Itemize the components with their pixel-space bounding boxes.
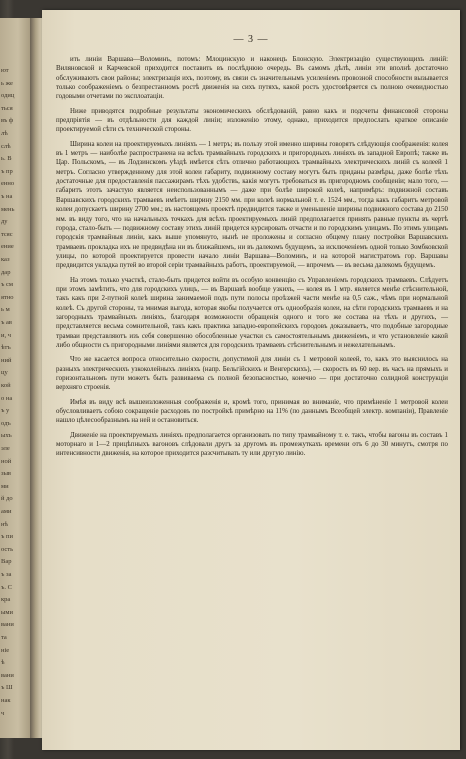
previous-page-fragment: ами (1, 508, 12, 515)
previous-page-fragment: кой (1, 382, 11, 389)
previous-page-fragment: ыхъ (1, 432, 12, 440)
paragraph: Ширина колеи на проектируемыхъ линіяхъ — 1 метръ; въ пользу этой именно ширины говорятъ слѣдующія соображенія: колея въ 1 метръ — наиболѣе распространена на всѣхъ трамвайныхъ городскихъ и пригородныхъ линіяхъ въ западной Европѣ; также въ Цар. Польскомъ, — въ Лодзинскомъ уѣздѣ имѣется сѣть отлично работающихъ трамвайныхъ электрическихъ линій съ колеей 1 метръ. Согласно утвержденному для этой колеи габариту, подвижному составу могутъ быть приданы размѣры, даже болѣе тѣхъ достаточные для предоставленія пассажирамъ тѣхъ удобствъ, какія могутъ требоваться въ пригородномъ сообщеніи; мало того, — габаритъ этотъ зачастую является неиспользованнымъ — даже при болѣе широкой колеѣ, напримѣръ: подвижной составъ Варшавскихъ городскихъ трамваевъ имѣетъ ширину 2150 мм. при колеѣ нормальной т. е. 1524 мм., тогда какъ габаритъ метровой колеи допускаетъ ширину 2700 мм.; въ настоящемъ проектѣ предвидится также и уменьшеніе ширины подвижного состава до 2150 мм. въ виду того, что на начальныхъ точкахъ для всѣхъ проектируемыхъ линій предполагается принять равные пункты въ чертѣ города, стало-быть — подвижному составу этихъ линій придется курсировать отчасти и по городскимъ улицамъ. По этимъ улицамъ городскія трамвайныя линіи, какъ выше упомянуто, нынѣ не проложены и согласно общему плану постройки Варшавскихъ трамваевъ прокладка ихъ не предвидѣна ни въ ближайшемъ, ни въ далекомъ будущемъ, за исключеніемъ одной только Зомбковской улицы, по которой проектируется провести начало линіи Варшава—Воломинъ, и на которой магистратомъ гор. Варшавы предвидится укладка путей во второй серіи трамвайныхъ работъ, проектируемой, — впрочемъ — въ весьма далекомъ будущемъ. (56, 140, 448, 270)
previous-page-fragment: ду (1, 218, 8, 226)
previous-page-fragment: ъ. С (1, 583, 12, 591)
previous-page-fragment: ѣ (1, 659, 5, 667)
previous-page-fragment: ъ пи (1, 533, 13, 541)
previous-page-fragment: ь м (1, 306, 10, 314)
previous-page-fragment: одъ (1, 419, 11, 427)
previous-page-fragment: цу (1, 369, 8, 377)
previous-page-fragment: ми (1, 482, 9, 490)
book-page (42, 10, 460, 750)
page-body (56, 55, 448, 464)
previous-page-fragment: ость (1, 545, 14, 553)
previous-page-fragment: нак (1, 697, 11, 704)
previous-page-fragment: ъ Ш (1, 684, 13, 692)
previous-page-fragment: ной (1, 457, 12, 465)
previous-page-fragment: и, ч (1, 331, 11, 339)
previous-page-fragment: тсяс (1, 230, 13, 238)
previous-page-fragment: одиц (1, 92, 15, 100)
previous-page-fragment: ъ за (1, 571, 12, 578)
previous-page-fragment: ъ пр (1, 167, 13, 175)
previous-page-fragment: въ ф (1, 117, 14, 125)
previous-page-fragment: о на (1, 394, 13, 402)
previous-page-fragment: зыв (1, 470, 12, 478)
previous-page-fragment: ѣтъ (1, 344, 11, 352)
previous-page-fragment: ятно (1, 293, 14, 301)
previous-page-fragment: дар (1, 268, 11, 276)
previous-page-fragment: лѣ (1, 130, 8, 137)
previous-page-fragment: та (1, 634, 7, 641)
previous-page-fragment: каз (1, 256, 10, 263)
previous-page-fragment: ъ на (1, 193, 13, 200)
previous-page-fragment: ъ см (1, 281, 13, 289)
previous-page-fragment: ч (1, 709, 5, 717)
previous-page-fragment: ний (1, 356, 12, 364)
previous-page-fragment: нѣ (1, 520, 9, 528)
previous-page-fragment: ют (1, 67, 9, 74)
previous-page-fragment: ение (1, 243, 14, 251)
paragraph: ить линіи Варшава—Воломинъ, потомъ: Млоцинскую и наконецъ Блонскую. Электризацію существующихъ линій: Виляновской и Карчевской приходится поставить въ послѣднюю очередь. Въ самомъ дѣлѣ, линіи эти вполнѣ достаточно обслуживаютъ свои районы; электризація ихъ, поэтому, въ связи съ значительнымъ усиленіемъ провозной способности вызывается только соображеніемъ о безпрестанномъ ростѣ движенія на сихъ путяхъ, какой ростъ удостовѣряется съ полною очевидностью годовыми отчетами по эксплоатаціи. (56, 56, 448, 101)
previous-page-fragment: слѣ (1, 142, 11, 150)
paragraph: Имѣя въ виду всѣ вышеизложенныя соображенія и, кромѣ того, принимая во вниманіе, что примѣненіе 1 метровой колеи обусловливаетъ собою сокращеніе расходовъ по постройкѣ примѣрно на 11% (по даннымъ Всеобщей электр. компаніи), Правленіе нашло цѣлесообразнымъ на ней и остановиться. (56, 398, 448, 425)
paragraph: На этомъ только участкѣ, стало-быть придется войти въ особую конвенцію съ Управленіемъ городскихъ трамваевъ. Слѣдуетъ при этомъ замѣтить, что для городскихъ улицъ, — въ Варшавѣ вообще узкихъ, — колея въ 1 мтр. является менѣе стѣснительной, такъ какъ при 2-путной колеѣ ширина занимаемой подъ пути полосы проѣзжей части менѣе на 0,5 саж., чѣмъ при нормальной колеѣ. Съ другой стороны, та мнимая выгода, которая якобы получается отъ однообразія колеи, на сѣти городскихъ трамваевъ и на загородныхъ трамвайныхъ линіяхъ, благодаря возможности обращенія одного и того же состава на тѣхъ и другихъ, — представляется весьма сомнительной, такъ какъ практика западно-европейскихъ городовъ доказываетъ, что подобные загородные трамваи представляютъ изъ себя совершенно обособленные участки съ самостоятельнымъ движеніемъ, и что установленіе какой либо общности съ пригородными линіями является для городскихъ трамваевъ стѣснительнымъ и нежелательнымъ. (56, 276, 448, 349)
previous-page-fragment: вани (1, 671, 14, 679)
paragraph: Ниже приводятся подробные результаты экономическихъ обслѣдованій, равно какъ и подсчеты финансовой стороны предпріятія — въ отдѣльности для каждой линіи; изложенію этому, однако, приходится предпослать краткое описаніе проектируемой сѣти съ технической стороны. (56, 107, 448, 134)
previous-page-fragment: вани (1, 621, 14, 629)
previous-page-fragment: ться (1, 104, 13, 112)
previous-page-fragment: ыми (1, 608, 13, 616)
previous-page-fragment: енно (1, 180, 15, 188)
previous-page-fragment: мень (1, 205, 15, 213)
paragraph: Движеніе на проектируемыхъ линіяхъ предполагается организовать по типу трамвайному т. е. такъ, чтобы вагоны въ составъ 1 моторнаго и 1—2 прицѣпныхъ вагоновъ слѣдовали другъ за другомъ въ промежуткахъ времени отъ 6 до 30 минутъ, смотря по интенсивности движенія, на которое приходится разсчитывать ту или другую линію. (56, 431, 448, 458)
previous-page-fragment: ніе (1, 646, 10, 654)
previous-page-edge (0, 18, 30, 738)
previous-page-fragment: ъ ав (1, 319, 12, 326)
page-number: — 3 — (233, 34, 269, 45)
previous-page-fragment: й до (1, 495, 13, 503)
paragraph: Что же касается вопроса относительно скорости, допустимой для линіи съ 1 метровой колеей, то, какъ это выяснилось на разныхъ электрическихъ узкоколейныхъ линіяхъ (напр. Бельгійскихъ и Венгерскихъ), — скорость въ 60 вер. въ часъ на прямыхъ и горизонтальномъ пути можетъ быть развиваема съ полной безопасностью, конечно — при достаточно солидной конструкціи верхняго строенія. (56, 356, 448, 392)
previous-page-fragment: кра (1, 596, 11, 604)
book-gutter (30, 18, 42, 738)
previous-page-fragment: эле (1, 445, 10, 452)
previous-page-fragment: Вар (1, 558, 12, 566)
previous-page-fragment: ъ у (1, 407, 10, 415)
previous-page-fragment: ь. В (1, 155, 12, 163)
previous-page-fragment: ь же (1, 79, 13, 87)
